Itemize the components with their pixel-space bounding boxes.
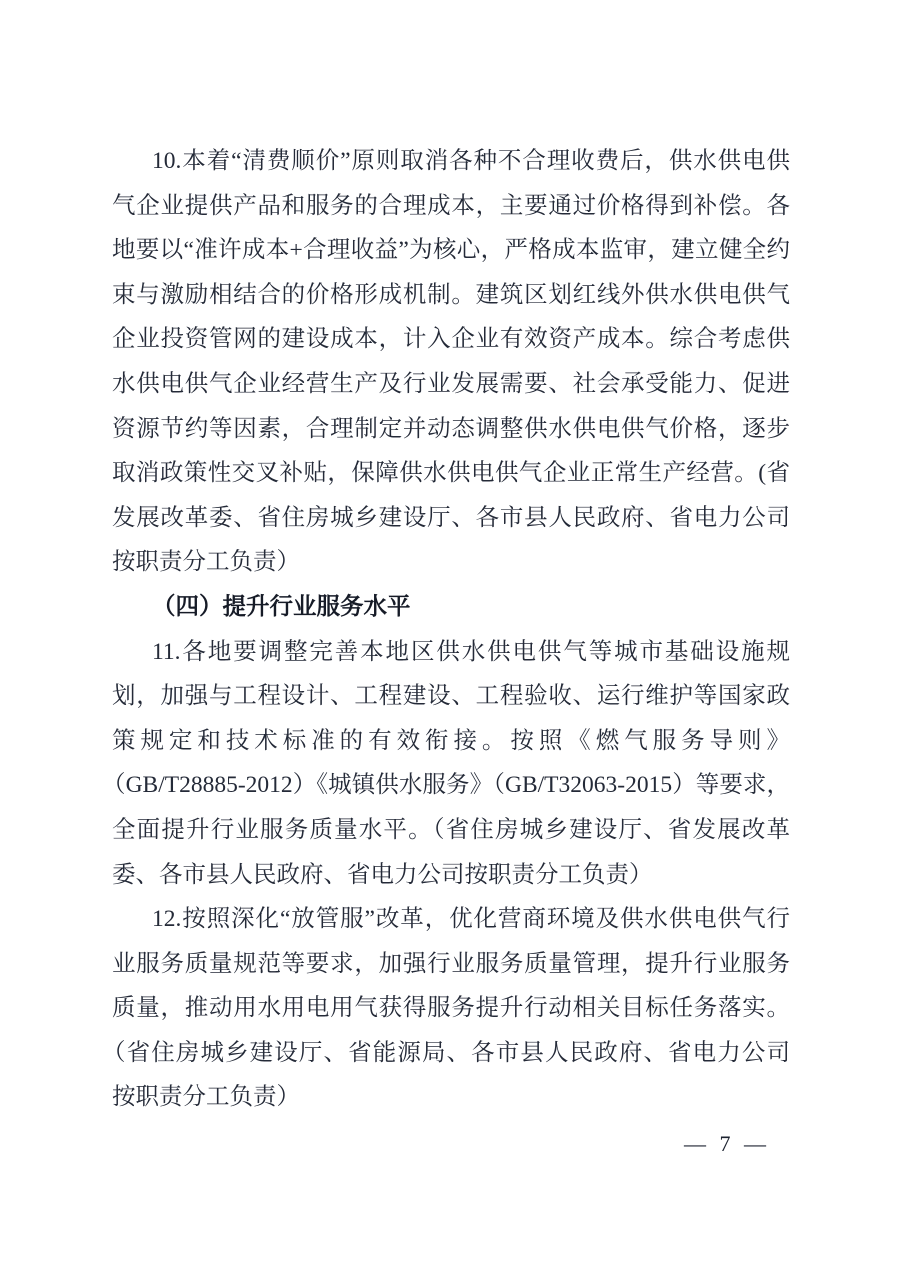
text-line: 束与激励相结合的价格形成机制。建筑区划红线外供水供电供气: [112, 281, 790, 308]
section-heading: （四）提升行业服务水平: [152, 593, 411, 620]
text-line: 企业投资管网的建设成本，计入企业有效资产成本。综合考虑供: [112, 326, 790, 353]
text-line: 委、各市县人民政府、省电力公司按职责分工负责）: [112, 861, 653, 888]
text-line: 取消政策性交叉补贴，保障供水供电供气企业正常生产经营。(省: [112, 460, 790, 487]
text-line: 质量，推动用水用电用气获得服务提升行动相关目标任务落实。: [112, 995, 790, 1022]
text-line: 水供电供气企业经营生产及行业发展需要、社会承受能力、促进: [112, 370, 790, 397]
text-line: 地要以“准许成本+合理收益”为核心，严格成本监审，建立健全约: [112, 237, 790, 264]
text-line: 按职责分工负责）: [112, 1084, 300, 1111]
text-line: 气企业提供产品和服务的合理成本，主要通过价格得到补偿。各: [112, 192, 790, 219]
text-line: 业服务质量规范等要求，加强行业服务质量管理，提升行业服务: [112, 950, 790, 977]
text-line: （GB/T28885-2012）《城镇供水服务》（GB/T32063-2015）等要求，: [102, 772, 790, 799]
text-line: 按职责分工负责）: [112, 549, 300, 576]
text-line: 发展改革委、省住房城乡建设厅、各市县人民政府、省电力公司: [112, 504, 790, 531]
text-line: 11.各地要调整完善本地区供水供电供气等城市基础设施规: [152, 638, 790, 665]
document-text-block: [102, 139, 790, 1120]
text-line: 全面提升行业服务质量水平。（省住房城乡建设厅、省发展改革: [112, 816, 790, 843]
text-line: 资源节约等因素，合理制定并动态调整供水供电供气价格，逐步: [112, 415, 790, 442]
paragraph-10: [112, 139, 790, 585]
text-line: 策规定和技术标准的有效衔接。按照《燃气服务导则》: [112, 727, 790, 754]
text-line: 12.按照深化“放管服”改革，优化营商环境及供水供电供气行: [152, 906, 790, 933]
text-line: （省住房城乡建设厅、省能源局、各市县人民政府、省电力公司: [102, 1039, 790, 1066]
page-number-footer: — 7 —: [684, 1131, 770, 1156]
paragraph-11: [102, 630, 790, 898]
text-line: 划，加强与工程设计、工程建设、工程验收、运行维护等国家政: [112, 683, 790, 710]
paragraph-12: [102, 897, 790, 1120]
text-line: 10.本着“清费顺价”原则取消各种不合理收费后，供水供电供: [152, 148, 790, 174]
